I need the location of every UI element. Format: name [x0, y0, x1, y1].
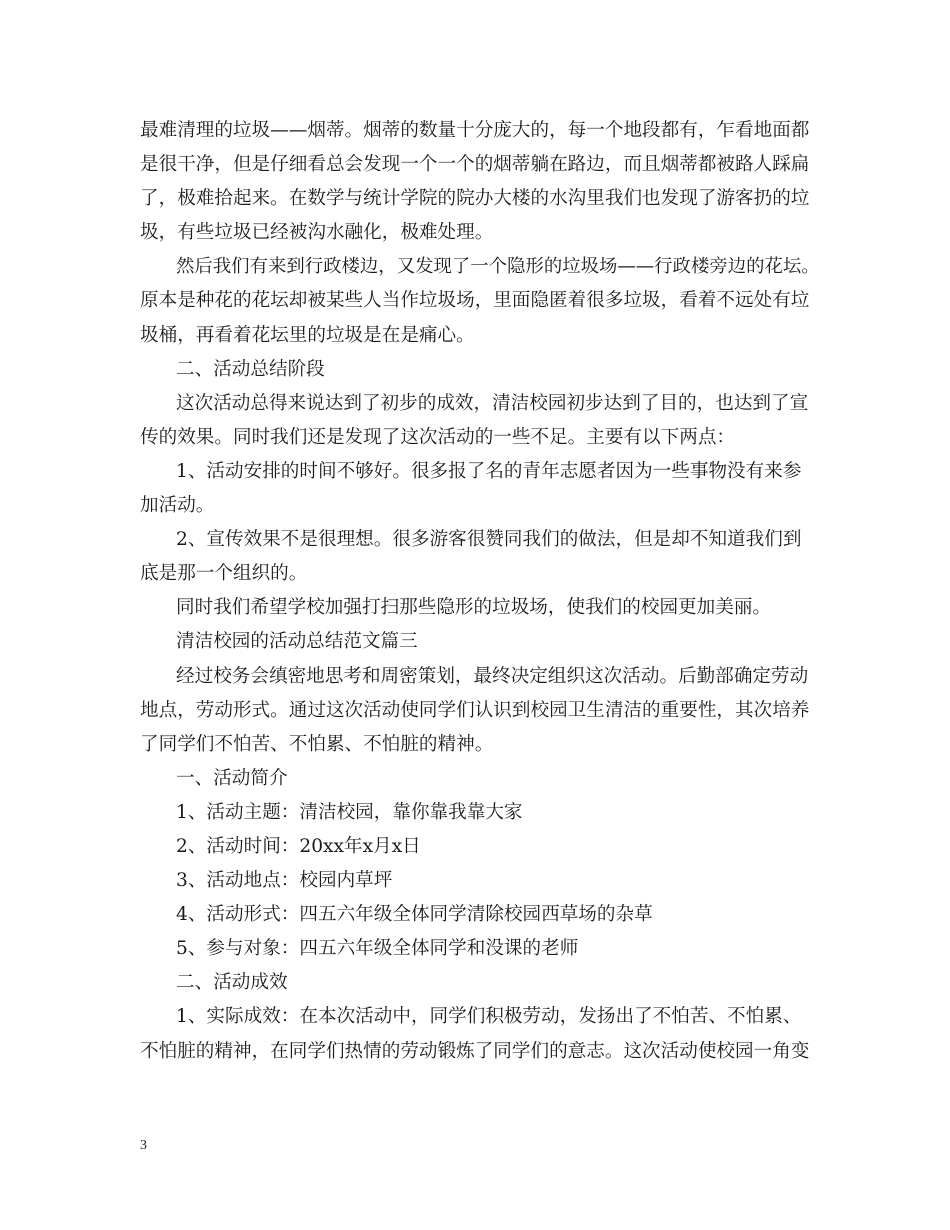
list-item: 4、活动形式：四五六年级全体同学清除校园西草场的杂草	[176, 904, 653, 926]
text-line: 同时我们希望学校加强打扫那些隐形的垃圾场，使我们的校园更加美丽。	[176, 597, 772, 619]
list-item: 1、实际成效：在本次活动中，同学们积极劳动，发扬出了不怕苦、不怕累、	[176, 1006, 802, 1028]
text-line: 经过校务会缜密地思考和周密策划，最终决定组织这次活动。后勤部确定劳动	[176, 665, 809, 687]
section-heading: 二、活动成效	[176, 972, 288, 994]
page-number: 3	[140, 1138, 147, 1153]
list-item: 2、宣传效果不是很理想。很多游客很赞同我们的做法，但是却不知道我们到	[176, 529, 802, 551]
text-line: 然后我们有来到行政楼边，又发现了一个隐形的垃圾场——行政楼旁边的花坛。	[176, 256, 820, 278]
text-line: 加活动。	[140, 495, 215, 517]
section-heading: 二、活动总结阶段	[176, 358, 325, 380]
list-item: 1、活动安排的时间不够好。很多报了名的青年志愿者因为一些事物没有来参	[176, 460, 802, 482]
list-item: 2、活动时间：20xx年x月x日	[176, 835, 421, 857]
text-line: 最难清理的垃圾——烟蒂。烟蒂的数量十分庞大的，每一个地段都有，乍看地面都	[140, 120, 810, 141]
list-item: 3、活动地点：校园内草坪	[176, 870, 393, 892]
text-line: 圾桶，再看着花坛里的垃圾是在是痛心。	[140, 324, 475, 346]
text-line: 不怕脏的精神，在同学们热情的劳动锻炼了同学们的意志。这次活动使校园一角变	[140, 1040, 810, 1062]
article-title: 清洁校园的活动总结范文篇三	[176, 631, 418, 653]
text-line: 地点，劳动形式。通过这次活动使同学们认识到校园卫生清洁的重要性，其次培养	[140, 699, 810, 721]
text-line: 传的效果。同时我们还是发现了这次活动的一些不足。主要有以下两点：	[140, 426, 736, 448]
list-item: 5、参与对象：四五六年级全体同学和没课的老师	[176, 938, 579, 960]
list-item: 1、活动主题：清洁校园，靠你靠我靠大家	[176, 801, 523, 823]
text-line: 了，极难拾起来。在数学与统计学院的院办大楼的水沟里我们也发现了游客扔的垃	[140, 188, 810, 210]
text-line: 是很干净，但是仔细看总会发现一个一个的烟蒂躺在路边，而且烟蒂都被路人踩扁	[140, 154, 810, 176]
text-line: 这次活动总得来说达到了初步的成效，清洁校园初步达到了目的，也达到了宣	[176, 392, 809, 414]
section-heading: 一、活动简介	[176, 767, 288, 789]
text-line: 了同学们不怕苦、不怕累、不怕脏的精神。	[140, 733, 494, 755]
document-body	[140, 114, 820, 1069]
text-line: 原本是种花的花坛却被某些人当作垃圾场，里面隐匿着很多垃圾，看着不远处有垃	[140, 290, 810, 312]
text-line: 底是那一个组织的。	[140, 563, 308, 585]
text-line: 圾，有些垃圾已经被沟水融化，极难处理。	[140, 222, 494, 244]
